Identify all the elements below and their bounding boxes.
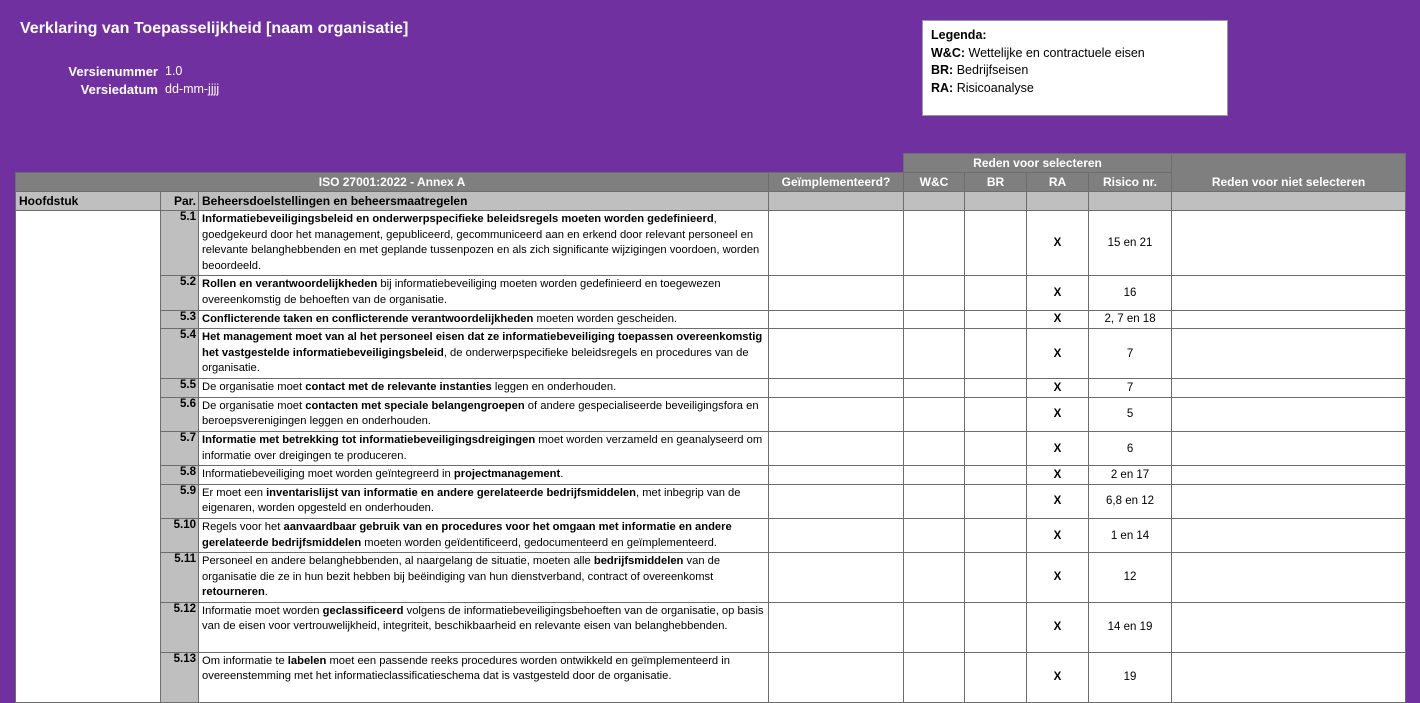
- par-cell: 5.10: [161, 518, 199, 552]
- control-text: Regels voor het: [202, 520, 284, 533]
- header-blank: [769, 192, 904, 211]
- risk-nr-cell[interactable]: 14 en 19: [1089, 602, 1172, 652]
- wc-cell[interactable]: [904, 276, 965, 310]
- br-cell[interactable]: [965, 379, 1027, 398]
- par-cell: 5.8: [161, 466, 199, 485]
- header-blank: [1089, 192, 1172, 211]
- control-text-bold: inventarislijst van informatie en andere gerelateerde bedrijfsmiddelen: [266, 486, 636, 499]
- table-row: [16, 484, 1406, 518]
- table-row: [16, 211, 1406, 276]
- par-cell: 5.11: [161, 553, 199, 603]
- control-text: , de onderwerpspecifieke beleidsregels en procedures van de organisatie.: [202, 346, 749, 375]
- ra-cell[interactable]: X: [1027, 431, 1089, 465]
- implemented-cell[interactable]: [769, 602, 904, 652]
- control-text-cell[interactable]: [199, 652, 769, 702]
- ra-cell[interactable]: X: [1027, 397, 1089, 431]
- header-blank: [1027, 192, 1089, 211]
- br-cell[interactable]: [965, 484, 1027, 518]
- control-text: van de organisatie die ze in hun bezit hebben bij beëindiging van hun dienstverband, contract of overeenkomst: [202, 555, 721, 583]
- br-cell[interactable]: [965, 466, 1027, 485]
- ra-cell[interactable]: X: [1027, 652, 1089, 702]
- br-cell[interactable]: [965, 310, 1027, 329]
- control-text: moet worden verzameld en geanalyseerd om informatie over dreigingen te produceren.: [202, 433, 763, 462]
- header-controls: Beheersdoelstellingen en beheersmaatregelen: [199, 192, 769, 211]
- legend-box: [922, 20, 1228, 116]
- legend-item-br: BR: Bedrijfseisen: [931, 63, 1029, 77]
- ra-cell[interactable]: X: [1027, 484, 1089, 518]
- control-text: Informatiebeveiliging moet worden geïntegreerd in: [202, 468, 454, 481]
- control-text-cell[interactable]: [199, 553, 769, 603]
- control-text-bold: Informatiebeveiligingsbeleid en onderwerpspecifieke beleidsregels moeten worden gedefinieerd: [202, 213, 714, 225]
- risk-nr-cell[interactable]: 16: [1089, 276, 1172, 310]
- risk-nr-cell[interactable]: 2 en 17: [1089, 466, 1172, 485]
- par-cell: 5.7: [161, 431, 199, 465]
- reason-not-select-cell[interactable]: [1172, 211, 1406, 276]
- par-cell: 5.6: [161, 397, 199, 431]
- par-cell: 5.9: [161, 484, 199, 518]
- par-cell: 5.2: [161, 276, 199, 310]
- control-text-cell[interactable]: [199, 310, 769, 329]
- reason-not-select-cell[interactable]: [1172, 466, 1406, 485]
- reason-not-select-cell[interactable]: [1172, 329, 1406, 379]
- wc-cell[interactable]: [904, 602, 965, 652]
- header-reason-select: Reden voor selecteren: [904, 154, 1172, 173]
- risk-nr-cell[interactable]: 2, 7 en 18: [1089, 310, 1172, 329]
- br-cell[interactable]: [965, 211, 1027, 276]
- legend-title: Legenda:: [931, 28, 987, 42]
- control-text-bold: retourneren: [202, 586, 265, 599]
- ra-cell[interactable]: X: [1027, 602, 1089, 652]
- implemented-cell[interactable]: [769, 310, 904, 329]
- reason-not-select-cell[interactable]: [1172, 431, 1406, 465]
- control-text: , goedgekeurd door het management, gepubliceerd, gecommuniceerd aan en erkend door relevant personeel en relevante belanghebbenden en met geplande tussenpozen en als zich significante wijzigingen voordoen, worden beoordeeld.: [202, 213, 760, 272]
- implemented-cell[interactable]: [769, 652, 904, 702]
- implemented-cell[interactable]: [769, 397, 904, 431]
- header-br: BR: [965, 173, 1027, 192]
- header-reason-not-select: Reden voor niet selecteren: [1172, 154, 1406, 192]
- control-text: De organisatie moet: [202, 399, 306, 412]
- risk-nr-cell[interactable]: 7: [1089, 379, 1172, 398]
- risk-nr-cell[interactable]: 7: [1089, 329, 1172, 379]
- version-date-label: Versiedatum: [80, 81, 158, 97]
- controls-table: [15, 153, 1406, 703]
- header-par: Par.: [161, 192, 199, 211]
- implemented-cell[interactable]: [769, 518, 904, 552]
- control-text: leggen en onderhouden.: [491, 381, 617, 394]
- legend-item-wc: W&C: Wettelijke en contractuele eisen: [931, 45, 1145, 60]
- reason-not-select-cell[interactable]: [1172, 379, 1406, 398]
- ra-cell[interactable]: X: [1027, 276, 1089, 310]
- control-text-bold: contacten met speciale belangengroepen: [305, 399, 525, 412]
- control-text-bold: Informatie met betrekking tot informatiebeveiligingsdreigingen: [202, 433, 536, 446]
- br-cell[interactable]: [965, 553, 1027, 603]
- header-blank: [965, 192, 1027, 211]
- control-text-cell[interactable]: [199, 484, 769, 518]
- version-number-value[interactable]: 1.0: [165, 64, 183, 78]
- control-text-bold: bedrijfsmiddelen: [593, 555, 684, 568]
- risk-nr-cell[interactable]: 1 en 14: [1089, 518, 1172, 552]
- control-text-bold: labelen: [287, 654, 327, 667]
- control-text: moet een passende reeks procedures worden ontwikkeld en geïmplementeerd in overeenstemming met het informatieclassificatieschema dat is vastgesteld door de organisatie.: [202, 654, 730, 683]
- reason-not-select-cell[interactable]: [1172, 553, 1406, 603]
- wc-cell[interactable]: [904, 553, 965, 603]
- implemented-cell[interactable]: [769, 431, 904, 465]
- br-cell[interactable]: [965, 518, 1027, 552]
- header-blank: [1172, 192, 1406, 211]
- par-cell: 5.12: [161, 602, 199, 652]
- control-text-bold: contact met de relevante instanties: [305, 381, 492, 394]
- table-row: [16, 310, 1406, 329]
- control-text: of andere gespecialiseerde beveiligingsfora en beroepsverenigingen leggen en onderhouden.: [202, 399, 759, 428]
- table-row: [16, 602, 1406, 652]
- version-number-label: Versienummer: [68, 63, 158, 79]
- br-cell[interactable]: [965, 329, 1027, 379]
- risk-nr-cell[interactable]: 6: [1089, 431, 1172, 465]
- header-ra: RA: [1027, 173, 1089, 192]
- wc-cell[interactable]: [904, 652, 965, 702]
- control-text: Informatie moet worden: [202, 604, 323, 617]
- table-row: [16, 276, 1406, 310]
- version-date-value[interactable]: dd-mm-jjjj: [165, 82, 220, 96]
- header-spacer: [16, 154, 904, 173]
- ra-cell[interactable]: X: [1027, 518, 1089, 552]
- risk-nr-cell[interactable]: 6,8 en 12: [1089, 484, 1172, 518]
- control-text: .: [560, 468, 564, 481]
- control-text: Personeel en andere belanghebbenden, al naargelang de situatie, moeten alle: [202, 555, 594, 568]
- control-text-cell[interactable]: [199, 379, 769, 398]
- ra-cell[interactable]: X: [1027, 310, 1089, 329]
- control-text-cell[interactable]: [199, 466, 769, 485]
- wc-cell[interactable]: [904, 484, 965, 518]
- risk-nr-cell[interactable]: 5: [1089, 397, 1172, 431]
- par-cell: 5.13: [161, 652, 199, 702]
- reason-not-select-cell[interactable]: [1172, 602, 1406, 652]
- control-text-bold: aanvaardbaar gebruik van en procedures voor het omgaan met informatie en andere gerelateerde bedrijfsmiddelen: [202, 520, 732, 549]
- control-text: volgens de informatiebeveiligingsbehoeften van de organisatie, op basis van de eisen voor vertrouwelijkheid, integriteit, beschikbaarheid en relevante eisen van belanghebbenden.: [202, 604, 764, 633]
- ra-cell[interactable]: X: [1027, 329, 1089, 379]
- reason-not-select-cell[interactable]: [1172, 276, 1406, 310]
- control-text-cell[interactable]: [199, 518, 769, 552]
- control-text: moeten worden geïdentificeerd, gedocumenteerd en geïmplementeerd.: [361, 536, 717, 549]
- header-wc: W&C: [904, 173, 965, 192]
- reason-not-select-cell[interactable]: [1172, 484, 1406, 518]
- ra-cell[interactable]: X: [1027, 211, 1089, 276]
- implemented-cell[interactable]: [769, 553, 904, 603]
- control-text: Er moet een: [202, 486, 267, 499]
- br-cell[interactable]: [965, 652, 1027, 702]
- header-blank: [904, 192, 965, 211]
- control-text-cell[interactable]: [199, 211, 769, 276]
- table-row: [16, 553, 1406, 603]
- wc-cell[interactable]: [904, 310, 965, 329]
- control-text: .: [264, 586, 268, 599]
- risk-nr-cell[interactable]: 19: [1089, 652, 1172, 702]
- control-text-cell[interactable]: [199, 397, 769, 431]
- implemented-cell[interactable]: [769, 276, 904, 310]
- risk-nr-cell[interactable]: 15 en 21: [1089, 211, 1172, 276]
- control-text-cell[interactable]: [199, 276, 769, 310]
- wc-cell[interactable]: [904, 397, 965, 431]
- table-row: [16, 397, 1406, 431]
- par-cell: 5.1: [161, 211, 199, 276]
- par-cell: 5.4: [161, 329, 199, 379]
- par-cell: 5.3: [161, 310, 199, 329]
- wc-cell[interactable]: [904, 329, 965, 379]
- control-text: Om informatie te: [202, 654, 288, 667]
- br-cell[interactable]: [965, 602, 1027, 652]
- chapter-cell[interactable]: [16, 211, 161, 703]
- br-cell[interactable]: [965, 276, 1027, 310]
- header-iso-annex: ISO 27001:2022 - Annex A: [16, 173, 769, 192]
- control-text: moeten worden gescheiden.: [533, 312, 678, 325]
- ra-cell[interactable]: X: [1027, 466, 1089, 485]
- table-row: [16, 431, 1406, 465]
- header-risk-nr: Risico nr.: [1089, 173, 1172, 192]
- controls-body: [16, 211, 1406, 703]
- control-text-cell[interactable]: [199, 602, 769, 652]
- ra-cell[interactable]: X: [1027, 379, 1089, 398]
- wc-cell[interactable]: [904, 431, 965, 465]
- control-text-cell[interactable]: [199, 431, 769, 465]
- header-chapter: Hoofdstuk: [16, 192, 161, 211]
- implemented-cell[interactable]: [769, 466, 904, 485]
- control-text-bold: geclassificeerd: [322, 604, 404, 617]
- wc-cell[interactable]: [904, 211, 965, 276]
- statement-of-applicability-sheet: [15, 153, 1405, 703]
- page-title: Verklaring van Toepasselijkheid [naam organisatie]: [20, 20, 409, 37]
- wc-cell[interactable]: [904, 379, 965, 398]
- risk-nr-cell[interactable]: 12: [1089, 553, 1172, 603]
- br-cell[interactable]: [965, 431, 1027, 465]
- reason-not-select-cell[interactable]: [1172, 310, 1406, 329]
- legend-item-ra: RA: Risicoanalyse: [931, 80, 1034, 95]
- reason-not-select-cell[interactable]: [1172, 397, 1406, 431]
- implemented-cell[interactable]: [769, 379, 904, 398]
- implemented-cell[interactable]: [769, 484, 904, 518]
- reason-not-select-cell[interactable]: [1172, 518, 1406, 552]
- control-text-cell[interactable]: [199, 329, 769, 379]
- wc-cell[interactable]: [904, 518, 965, 552]
- control-text-bold: Rollen en verantwoordelijkheden: [202, 278, 378, 291]
- table-row: [16, 329, 1406, 379]
- control-text: De organisatie moet: [202, 381, 306, 394]
- table-row: [16, 466, 1406, 485]
- par-cell: 5.5: [161, 379, 199, 398]
- version-info: [20, 62, 219, 98]
- control-text-bold: Conflicterende taken en conflicterende verantwoordelijkheden: [202, 312, 534, 325]
- control-text: , met inbegrip van de eigenaren, worden opgesteld en onderhouden.: [202, 486, 741, 515]
- br-cell[interactable]: [965, 397, 1027, 431]
- table-row: [16, 518, 1406, 552]
- implemented-cell[interactable]: [769, 329, 904, 379]
- control-text-bold: Het management moet van al het personeel eisen dat ze informatiebeveiliging toepassen overeenkomstig het vastgestelde informatiebeveiligingsbeleid: [202, 331, 763, 359]
- table-row: [16, 652, 1406, 702]
- wc-cell[interactable]: [904, 466, 965, 485]
- implemented-cell[interactable]: [769, 211, 904, 276]
- table-row: [16, 379, 1406, 398]
- ra-cell[interactable]: X: [1027, 553, 1089, 603]
- control-text: bij informatiebeveiliging moeten worden gedefinieerd en toegewezen overeenkomstig de behoeften van de organisatie.: [202, 278, 721, 306]
- reason-not-select-cell[interactable]: [1172, 652, 1406, 702]
- control-text-bold: projectmanagement: [453, 468, 561, 481]
- header-implemented: Geïmplementeerd?: [769, 173, 904, 192]
